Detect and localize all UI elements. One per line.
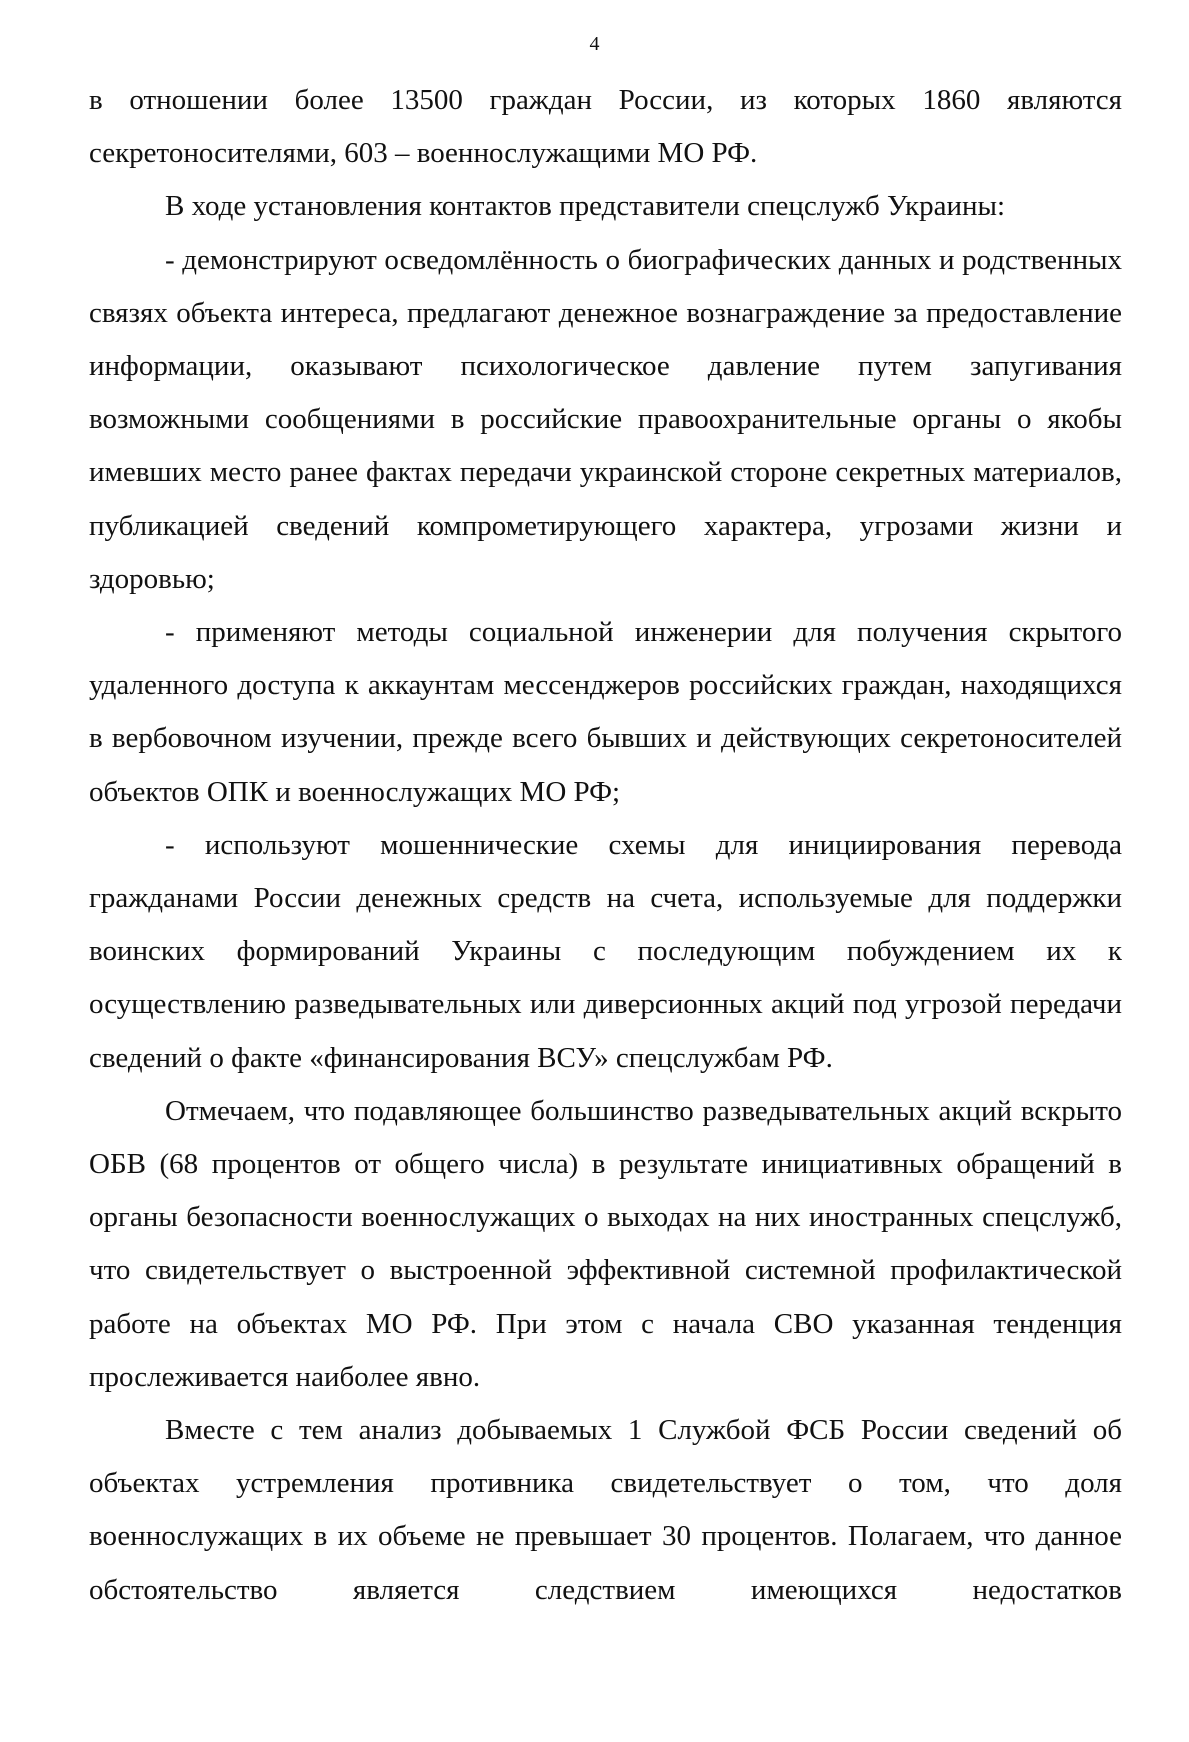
list-item-1: - демонстрируют осведомлённость о биографических данных и родственных связях объекта интереса, предлагают денежное вознаграждение за предоставление информации, оказывают психологическое давление путем запугивания возможными сообщениями в российские правоохранительные органы о якобы имевших место ранее фактах передачи украинской стороне секретных материалов, публикацией сведений компрометирующего характера, угрозами жизни и здоровью; [89, 243, 1122, 595]
paragraph-continuation: в отношении более 13500 граждан России, из которых 1860 являются секретоносителями, 603 – военнослужащими МО РФ. [89, 84, 1122, 170]
paragraph-intro: В ходе установления контактов представители спецслужб Украины: [165, 190, 1006, 223]
list-item-2: - применяют методы социальной инженерии для получения скрытого удаленного доступа к аккаунтам мессенджеров российских граждан, находящихся в вербовочном изучении, прежде всего бывших и действующих секретоносителей объектов ОПК и военнослужащих МО РФ; [89, 616, 1122, 808]
paragraph-analysis: Вместе с тем анализ добываемых 1 Службой ФСБ России сведений об объектах устремления противника свидетельствует о том, что доля военнослужащих в их объеме не превышает 30 процентов. Полагаем, что данное обстоятельство является следствием имеющихся недостатков [89, 1414, 1122, 1606]
page-number: 4 [589, 33, 600, 55]
document-body [89, 74, 1122, 1617]
paragraph-note: Отмечаем, что подавляющее большинство разведывательных акций вскрыто ОБВ (68 процентов от общего числа) в результате инициативных обращений в органы безопасности военнослужащих о выходах на них иностранных спецслужб, что свидетельствует о выстроенной эффективной системной профилактической работе на объектах МО РФ. При этом с начала СВО указанная тенденция прослеживается наиболее явно. [89, 1094, 1122, 1393]
list-item-3: - используют мошеннические схемы для инициирования перевода гражданами России денежных средств на счета, используемые для поддержки воинских формирований Украины с последующим побуждением их к осуществлению разведывательных или диверсионных акций под угрозой передачи сведений о факте «финансирования ВСУ» спецслужбам РФ. [89, 828, 1122, 1074]
